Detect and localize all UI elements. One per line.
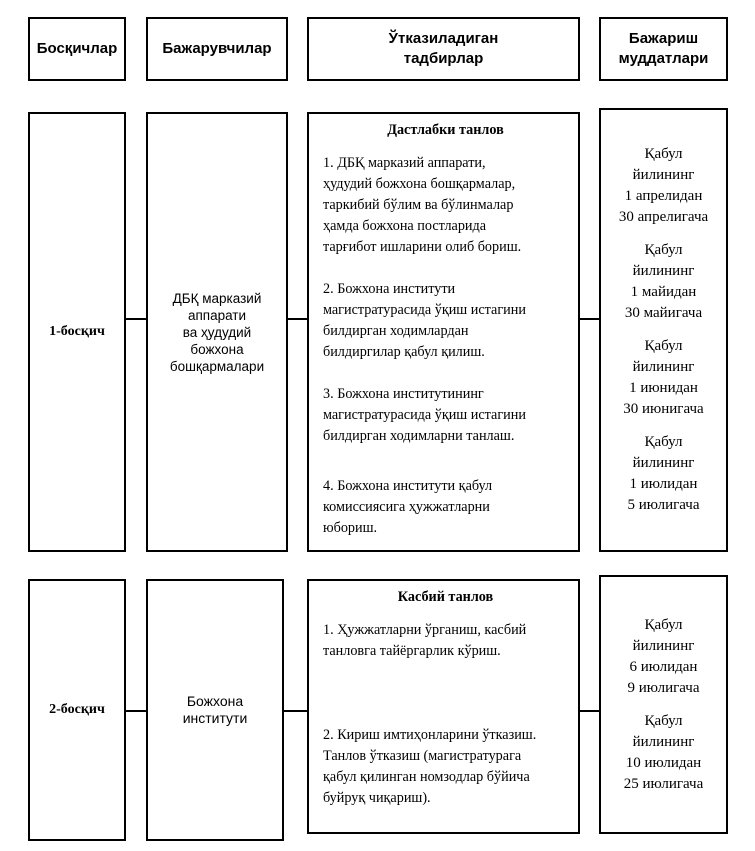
activity-item: 4. Божхона институти қабул комиссиясига ҳужжатларни юбориш. [323,478,493,536]
stage-2-label: 2-босқич [49,702,105,717]
connector-line [580,318,599,320]
header-deadlines: Бажариш муддатлари [599,17,728,81]
stage-2-deadlines [599,575,728,834]
connector-line [580,710,599,712]
stage-2-box [28,579,126,841]
stage-1-activities [307,112,580,552]
stage-1-deadlines [599,108,728,552]
activity-item: 1. ДБҚ марказий аппарати, ҳудудий божхона бошқармалар, таркибий бўлим ва бўлинмалар ҳамда божхона постларида тарғибот ишларини олиб бориш. [323,155,522,255]
stage-1-box [28,112,126,552]
deadline-item: Қабул йилининг 1 майидан 30 майигача [624,242,703,321]
activities-title: Касбий танлов [397,589,494,605]
connector-line [126,318,146,320]
connector-line [284,710,307,712]
stage-2-activities [307,579,580,834]
header-executors: Бажарувчилар [146,17,288,81]
connector-line [126,710,146,712]
connector-line [288,318,307,320]
executor-text: ДБҚ марказий аппарати ва ҳудудий божхона бошқармалари [169,290,265,374]
deadline-item: Қабул йилининг 6 июлидан 9 июлигача [627,616,700,696]
deadline-item: Қабул йилининг 1 апрелидан 30 апрелигача [618,146,709,225]
deadline-item: Қабул йилининг 10 июлидан 25 июлигача [623,712,704,792]
activity-item: 1. Ҳужжатларни ўрганиш, касбий танловга тайёргарлик кўриш. [323,622,527,659]
stage-2-executor [146,579,284,841]
deadline-item: Қабул йилининг 1 июлидан 5 июлигача [627,434,700,513]
executor-text: Божхона институти [182,693,248,726]
deadline-item: Қабул йилининг 1 июнидан 30 июнигача [623,338,704,417]
header-activities: Ўтказиладиган тадбирлар [307,17,580,81]
activities-title: Дастлабки танлов [387,122,504,138]
stage-1-executor [146,112,288,552]
header-stages: Босқичлар [28,17,126,81]
stage-1-label: 1-босқич [49,324,105,339]
activity-item: 2. Божхона институти магистратурасида ўқиш истагини билдирган ходимлардан билдиргилар қабул қилиш. [323,281,526,360]
activity-item: 2. Кириш имтиҳонларини ўтказиш. Танлов ўтказиш (магистратурага қабул қилинган номзодлар бўйича буйруқ чиқариш). [323,727,537,806]
activity-item: 3. Божхона институтининг магистратурасида ўқиш истагини билдирган ходимларни танлаш. [323,386,526,444]
